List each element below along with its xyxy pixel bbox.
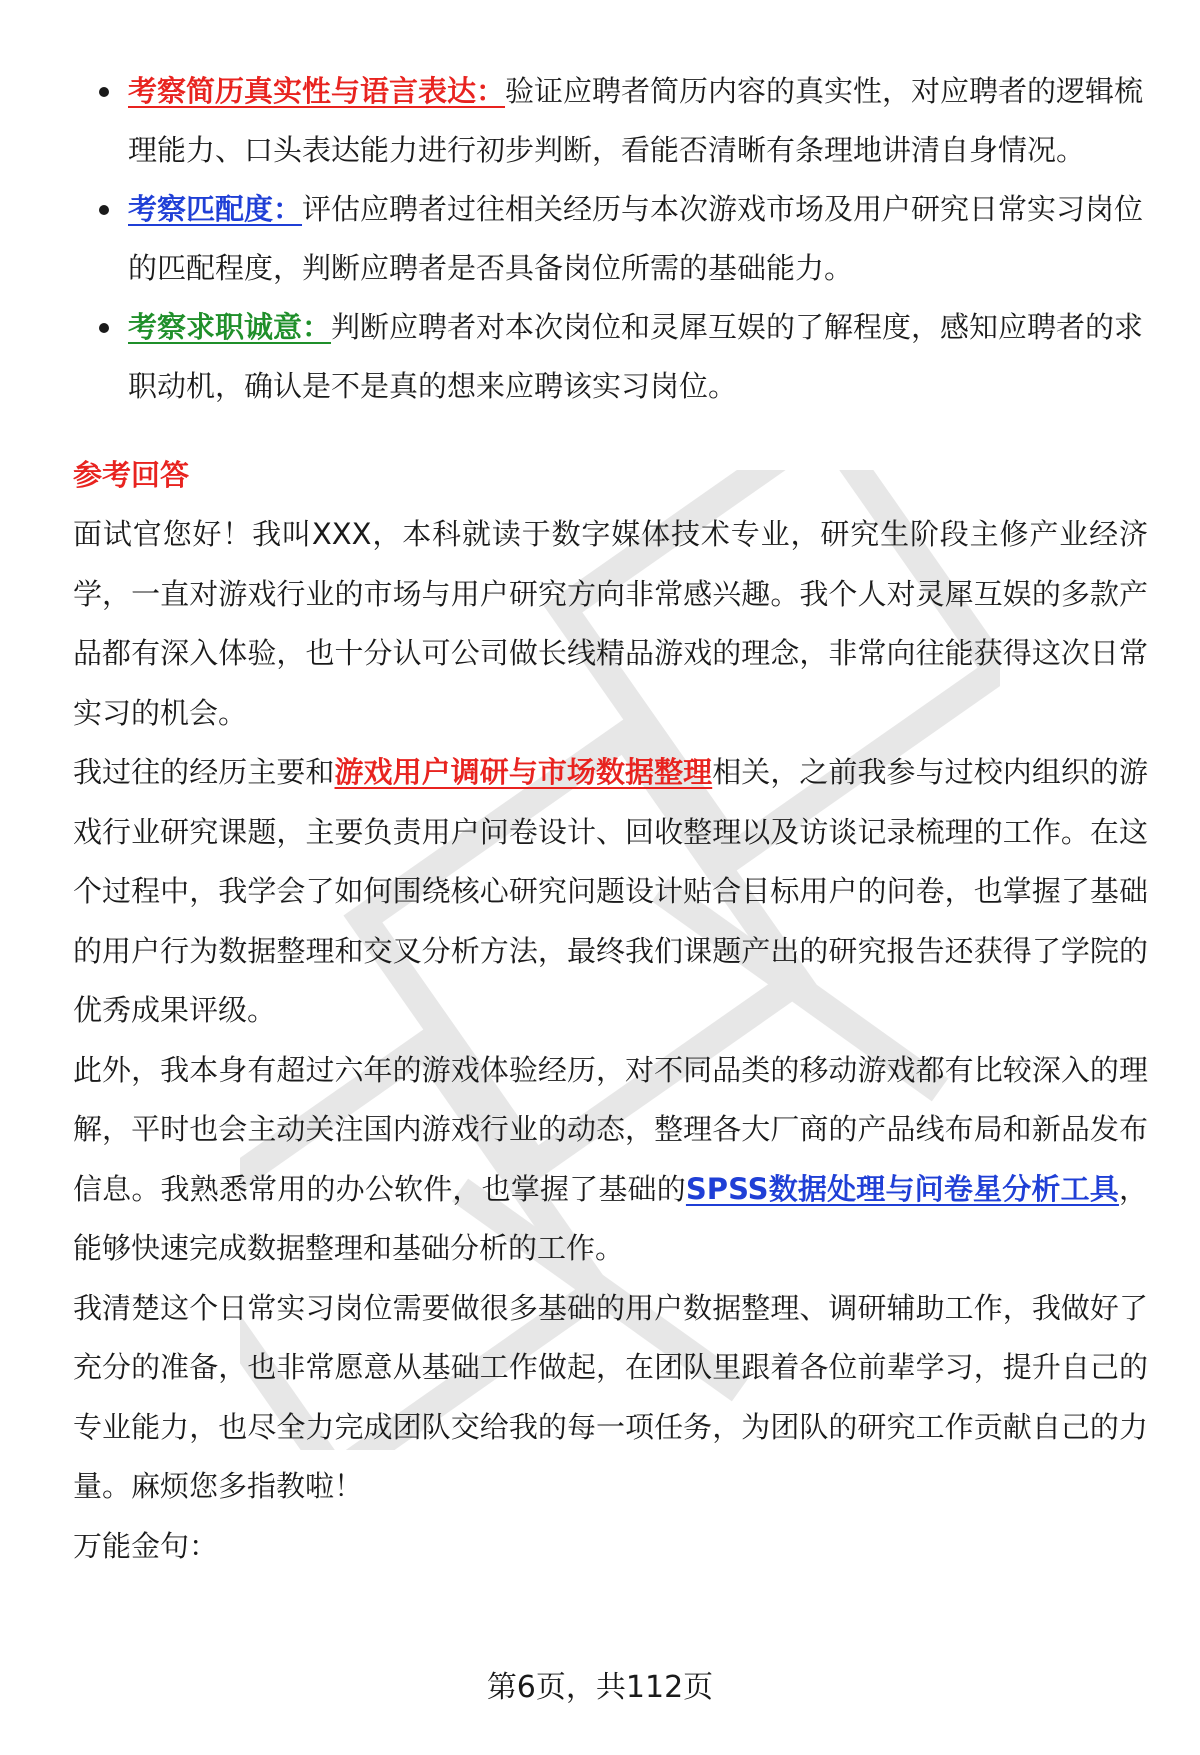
- page-content: [73, 62, 1148, 1576]
- list-item: [73, 62, 1148, 180]
- section-title: 参考回答: [73, 458, 190, 492]
- bullet-dot-icon: [99, 323, 109, 333]
- bullet-dot-icon: [99, 205, 109, 215]
- answer-paragraph: 我清楚这个日常实习岗位需要做很多基础的用户数据整理、调研辅助工作，我做好了充分的准备，也非常愿意从基础工作做起，在团队里跟着各位前辈学习，提升自己的专业能力，也尽全力完成团队交给我的每一项任务，为团队的研究工作贡献自己的力量。麻烦您多指教啦！: [73, 1290, 1148, 1503]
- page-number: 第6页，共112页: [486, 1670, 714, 1705]
- bullet-label: 考察简历真实性与语言表达：: [128, 74, 506, 108]
- bullet-text: 判断应聘者对本次岗位和灵犀互娱的了解程度，感知应聘者的求职动机，确认是不是真的想来应聘该实习岗位。: [128, 310, 1144, 403]
- closing-label: 万能金句：: [73, 1528, 219, 1563]
- bullet-dot-icon: [99, 87, 109, 97]
- paragraph-text: 此外，我本身有超过六年的游戏体验经历，对不同品类的移动游戏都有比较深入的理解，平时也会主动关注国内游戏行业的动态，整理各大厂商的产品线布局和新品发布信息。我熟悉常用的办公软件，也掌握了基础的: [73, 1052, 1148, 1206]
- highlight-text: SPSS数据处理与问卷星分析工具: [685, 1171, 1119, 1206]
- answer-paragraph: 面试官您好！我叫XXX，本科就读于数字媒体技术专业，研究生阶段主修产业经济学，一直对游戏行业的市场与用户研究方向非常感兴趣。我个人对灵犀互娱的多款产品都有深入体验，也十分认可公司做长线精品游戏的理念，非常向往能获得这次日常实习的机会。: [73, 517, 1148, 730]
- bullet-text: 验证应聘者简历内容的真实性，对应聘者的逻辑梳理能力、口头表达能力进行初步判断，看能否清晰有条理地讲清自身情况。: [128, 74, 1144, 167]
- list-item: [73, 298, 1148, 416]
- answer-paragraph: [73, 1041, 1148, 1279]
- bullet-label: 考察求职诚意：: [128, 310, 332, 344]
- paragraph-text: 我过往的经历主要和: [73, 755, 335, 789]
- list-item: [73, 180, 1148, 298]
- paragraph-text: ，能够快速完成数据整理和基础分析的工作。: [73, 1171, 1148, 1265]
- answer-paragraph: [73, 743, 1148, 1041]
- bullet-label: 考察匹配度：: [128, 192, 303, 226]
- assessment-points-list: [73, 62, 1148, 416]
- bullet-text: 评估应聘者过往相关经历与本次游戏市场及用户研究日常实习岗位的匹配程度，判断应聘者是否具备岗位所需的基础能力。: [128, 192, 1144, 285]
- paragraph-text: 相关，之前我参与过校内组织的游戏行业研究课题，主要负责用户问卷设计、回收整理以及访谈记录梳理的工作。在这个过程中，我学会了如何围绕核心研究问题设计贴合目标用户的问卷，也掌握了基础的用户行为数据整理和交叉分析方法，最终我们课题产出的研究报告还获得了学院的优秀成果评级。: [73, 755, 1148, 1027]
- highlight-text: 游戏用户调研与市场数据整理: [334, 755, 713, 789]
